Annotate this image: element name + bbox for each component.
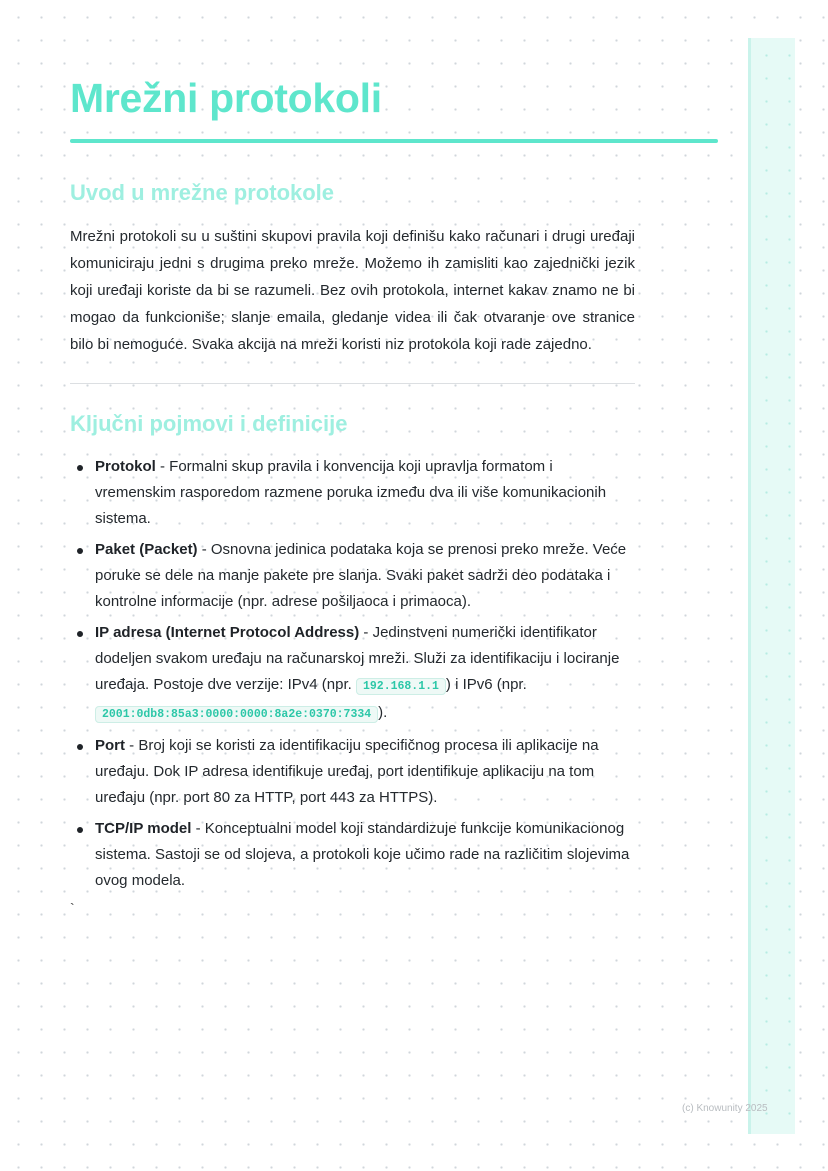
intro-paragraph: Mrežni protokoli su u suštini skupovi pravila koji definišu kako računari i drugi uređaji komuniciraju jedni s drugima preko mreže. Možemo ih zamisliti kao zajednički jezik koji uređaji koriste da bi se razumeli. Bez ovih protokola, internet kakav znamo ne bi mogao da funkcioniše; slanje emaila, gledanje videa ili čak otvaranje ove stranice bilo bi nemoguće. Svaka akcija na mreži koristi niz protokola koji rade zajedno.	[70, 228, 635, 353]
term-name: IP adresa (Internet Protocol Address)	[95, 624, 360, 641]
copyright-footer: (c) Knowunity 2025	[682, 1103, 768, 1114]
term-definition: - Formalni skup pravila i konvencija koji upravlja formatom i vremenskim rasporedom razmene poruka između dva ili više komunikacionih sistema.	[95, 458, 607, 527]
term-item-protokol	[70, 454, 635, 532]
term-item-tcp-ip	[70, 816, 635, 894]
term-item-paket	[70, 537, 635, 615]
term-name: Paket (Packet)	[95, 541, 198, 558]
term-name: Protokol	[95, 458, 156, 475]
term-definition-end: ).	[378, 704, 388, 721]
terms-heading: Ključni pojmovi i definicije	[70, 411, 348, 436]
term-definition: - Jedinstveni numerički identifikator dodeljen svakom uređaju na računarskoj mreži. Služi za identifikaciju i lociranje uređaja. Postoje dve verzije: IPv4 (npr.	[95, 624, 620, 693]
term-name: TCP/IP model	[95, 820, 192, 837]
term-definition: - Konceptualni model koji standardizuje funkcije komunikacionog sistema. Sastoji se od slojeva, a protokoli koje učimo rade na različitim slojevima ovog modela.	[95, 820, 630, 889]
term-name: Port	[95, 737, 125, 754]
intro-heading: Uvod u mrežne protokole	[70, 180, 335, 205]
page-content	[70, 70, 635, 917]
term-item-port	[70, 733, 635, 811]
section-divider	[70, 383, 635, 384]
ipv4-example-code: 192.168.1.1	[356, 678, 446, 695]
side-decoration-strip	[748, 38, 795, 1134]
page-title: Mrežni protokoli	[70, 75, 382, 121]
term-definition-middle: ) i IPv6 (npr.	[445, 676, 527, 693]
term-definition: - Osnovna jedinica podataka koja se prenosi preko mreže. Veće poruke se dele na manje pakete pre slanja. Svaki paket sadrži deo podataka i kontrolne informacije (npr. adrese pošiljaoca i primaoca).	[95, 541, 627, 610]
stray-backtick: `	[70, 900, 75, 916]
term-definition: - Broj koji se koristi za identifikaciju specifičnog procesa ili aplikacije na uređaju. Dok IP adresa identifikuje uređaj, port identifikuje aplikaciju na tom uređaju (npr. port 80 za HTTP, port 443 za HTTPS).	[95, 737, 599, 806]
term-item-ip-adresa	[70, 620, 635, 728]
terms-list	[70, 454, 635, 894]
ipv6-example-code: 2001:0db8:85a3:0000:0000:8a2e:0370:7334	[95, 706, 378, 723]
